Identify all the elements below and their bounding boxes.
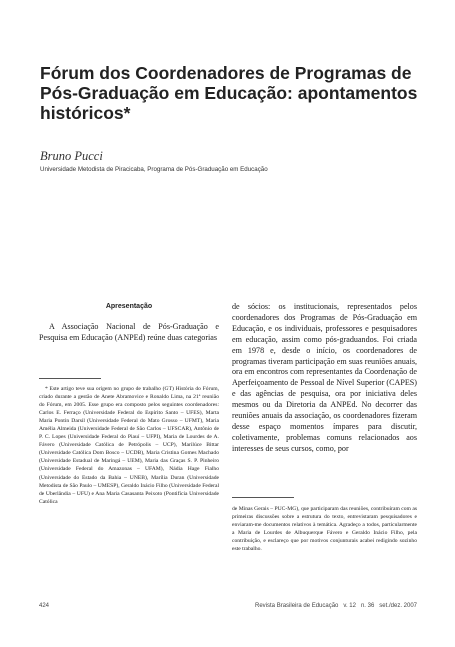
author-affiliation: Universidade Metodista de Piracicaba, Programa de Pós-Graduação em Educação [40,166,268,173]
author-name: Bruno Pucci [40,149,103,163]
section-heading: Apresentação [105,303,153,310]
footnote-right: de Minas Gerais – PUC-MG), que participaram das reuniões, contribuíram com as primeiras discussões sobre a estrutura do texto, entrevistaram pesquisadores e enviaram-me documentos relativos à temática. Agradeço a todos, particularmente a Maria de Lourdes de Albuquerque Fávero e Geraldo Inácio Filho, pela contribuição, e esclareço que por motivos conjunturais acabei redigindo sozinho este trabalho. [232,506,417,553]
footnote-rule-right [232,497,294,498]
journal-citation: Revista Brasileira de Educação v. 12 n. 36 set./dez. 2007 [255,603,417,609]
body-paragraph-right: de sócios: os institucionais, representados pelos coordenadores dos Programas de Pós-Graduação em Educação, e os individuais, professores e pesquisadores em educação, assim como pós-graduandos. Foi criada em 1978 e, desde o início, os coordenadores de programas tiveram participação em suas reuniões anuais, ora em encontros com representantes da Coordenação de Aperfeiçoamento de Pessoal de Nível Superior (CAPES) e das agências de pesquisa, ora por iniciativa deles mesmos ou da Diretoria da ANPEd. No decorrer das reuniões anuais da associação, os coordenadores fizeram desse espaço momentos ímpares para discutir, coletivamente, problemas comuns relacionados aos interesses de seus cursos, como, por [232,302,417,453]
footnote-left: * Este artigo teve sua origem no grupo de trabalho (GT) História do Fórum, criado durante a gestão de Anete Abramovice e Ronaldo Lima, na 21ª reunião do Fórum, em 2005. Esse grupo era composto pelos seguintes coordenadores: Carlos E. Ferraço (Universidade Federal do Espírito Santo – UFES), Marta Maria Pontin Darsil (Universidade Federal do Mato Grosso – UFMT), Maria Amélia Almeida (Universidade Federal de São Carlos – UFSCAR), Antônio de P. C. Lopes (Universidade Federal do Piauí – UFPI), Maria de Lourdes de A. Fávero (Universidade Católica de Petrópolis – UCP), Marilúce Bittar (Universidade Católica Dom Bosco – UCDB), Maria Cristina Gomes Machado (Universidade Estadual de Maringá – UEM), Maria das Graças S. P. Pinheiro (Universidade Federal do Amazonas – UFAM), Nádia Hage Fialho (Universidade do Estado da Bahia – UNEB), Marília Duran (Universidade Metodista de São Paulo – UMESP), Geraldo Inácio Filho (Universidade Federal de Uberlândia – UFU) e Ana Maria Casasanta Peixoto (Pontifícia Universidade Católica [39,386,219,505]
page-number: 424 [39,603,50,609]
footnote-rule-left [39,378,101,379]
article-title: Fórum dos Coordenadores de Programas de Pós-Graduação em Educação: apontamentos históricos* [40,63,418,123]
intro-paragraph: A Associação Nacional de Pós-Graduação e Pesquisa em Educação (ANPEd) reúne duas categorias [39,322,219,342]
